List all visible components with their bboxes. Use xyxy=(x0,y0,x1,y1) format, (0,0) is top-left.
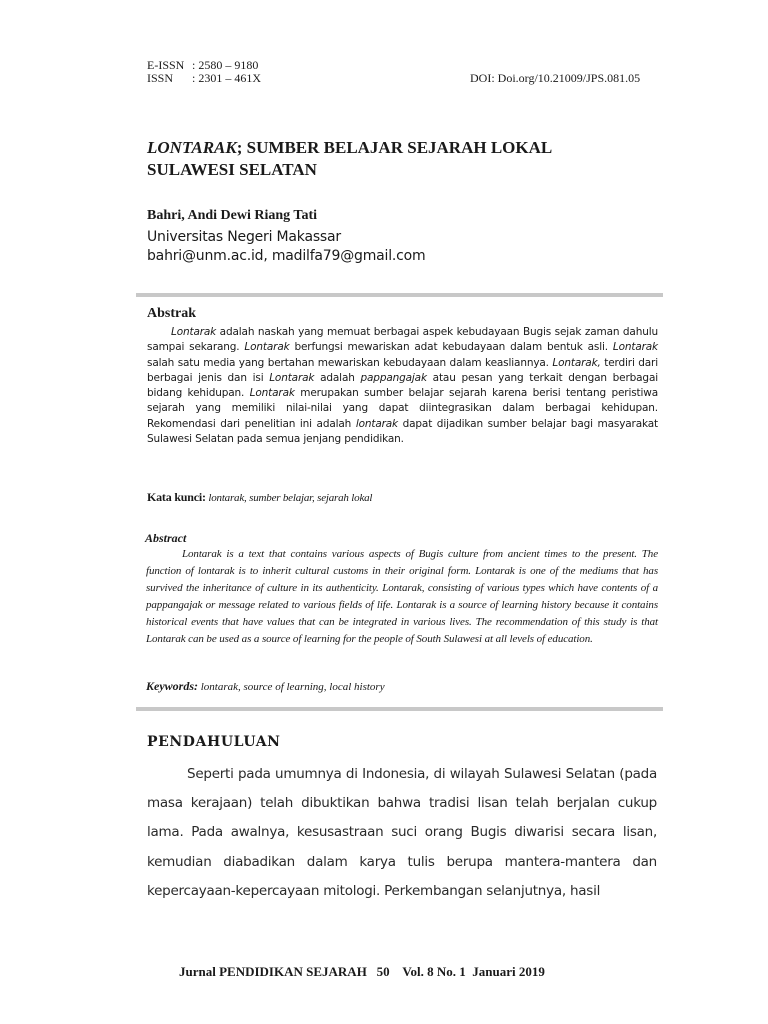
title-rest: ; SUMBER BELAJAR SEJARAH LOKAL xyxy=(236,138,553,157)
affiliation: Universitas Negeri Makassar xyxy=(147,229,341,245)
footer-page-number: 50 xyxy=(376,964,390,979)
eissn-value: : 2580 – 9180 xyxy=(192,58,259,72)
doi: DOI: Doi.org/10.21009/JPS.081.05 xyxy=(470,71,641,85)
eissn-label: E-ISSN xyxy=(147,58,185,72)
article-title xyxy=(147,137,667,181)
kata-kunci xyxy=(147,490,372,505)
section-heading-pendahuluan: PENDAHULUAN xyxy=(147,734,281,750)
page-footer xyxy=(179,964,545,980)
footer-journal: Jurnal PENDIDIKAN SEJARAH xyxy=(179,964,367,979)
title-line-2: SULAWESI SELATAN xyxy=(147,160,317,179)
issn-line xyxy=(147,72,261,85)
abstrak-heading: Abstrak xyxy=(147,306,197,321)
footer-volume: Vol. 8 No. 1 Januari 2019 xyxy=(402,964,545,979)
journal-identifiers xyxy=(147,59,261,85)
authors: Bahri, Andi Dewi Riang Tati xyxy=(147,208,317,223)
issn-label: ISSN xyxy=(147,71,174,85)
divider-bottom xyxy=(136,707,663,711)
keywords xyxy=(146,679,385,694)
title-italic-part: LONTARAK xyxy=(147,138,237,157)
issn-value: : 2301 – 461X xyxy=(192,71,261,85)
intro-paragraph: Seperti pada umumnya di Indonesia, di wilayah Sulawesi Selatan (pada masa kerajaan) telah dibuktikan bahwa tradisi lisan telah berjalan cukup lama. Pada awalnya, kesusastraan suci orang Bugis diwarisi secara lisan, kemudian diabadikan dalam karya tulis berupa mantera-mantera dan kepercayaan-kepercayaan mitologi. Perkembangan selanjutnya, hasil xyxy=(147,766,657,899)
abstract-heading: Abstract xyxy=(145,531,187,545)
keywords-label: Keywords: xyxy=(146,679,198,693)
author-email: bahri@unm.ac.id, madilfa79@gmail.com xyxy=(147,248,426,264)
abstrak-text: Lontarak adalah naskah yang memuat berbagai aspek kebudayaan Bugis sejak zaman dahulu sampai sekarang. Lontarak berfungsi mewariskan adat kebudayaan dalam bentuk asli. Lontarak salah satu media yang bertahan mewariskan kebudayaan dalam keasliannya. Lontarak, terdiri dari berbagai jenis dan isi Lontarak adalah pappangajak atau pesan yang terkait dengan berbagai bidang kehidupan. Lontarak merupakan sumber belajar sejarah karena berisi tentang peristiwa sejarah yang memiliki nilai-nilai yang dapat diintegrasikan dalam berbagai kehidupan. Rekomendasi dari penelitian ini adalah lontarak dapat dijadikan sumber belajar bagi masyarakat Sulawesi Selatan pada semua jenjang pendidikan. xyxy=(147,326,658,446)
keywords-value: lontarak, source of learning, local history xyxy=(198,681,385,693)
kata-kunci-label: Kata kunci: xyxy=(147,490,206,504)
divider-top xyxy=(136,293,663,297)
kata-kunci-value: lontarak, sumber belajar, sejarah lokal xyxy=(205,492,373,504)
abstract-text: Lontarak is a text that contains various aspects of Bugis culture from ancient times to the present. The function of lontarak is to inherit cultural customs in their original form. Lontarak is one of the mediums that has survived the inheritance of culture in its authenticity. Lontarak, consisting of various types which have contents of a pappangajak or message related to various fields of life. Lontarak is a source of learning history because it contains historical events that have values that can be integrated in various lives. The recommendation of this study is that Lontarak can be used as a source of learning for the people of South Sulawesi at all levels of education. xyxy=(146,548,658,646)
